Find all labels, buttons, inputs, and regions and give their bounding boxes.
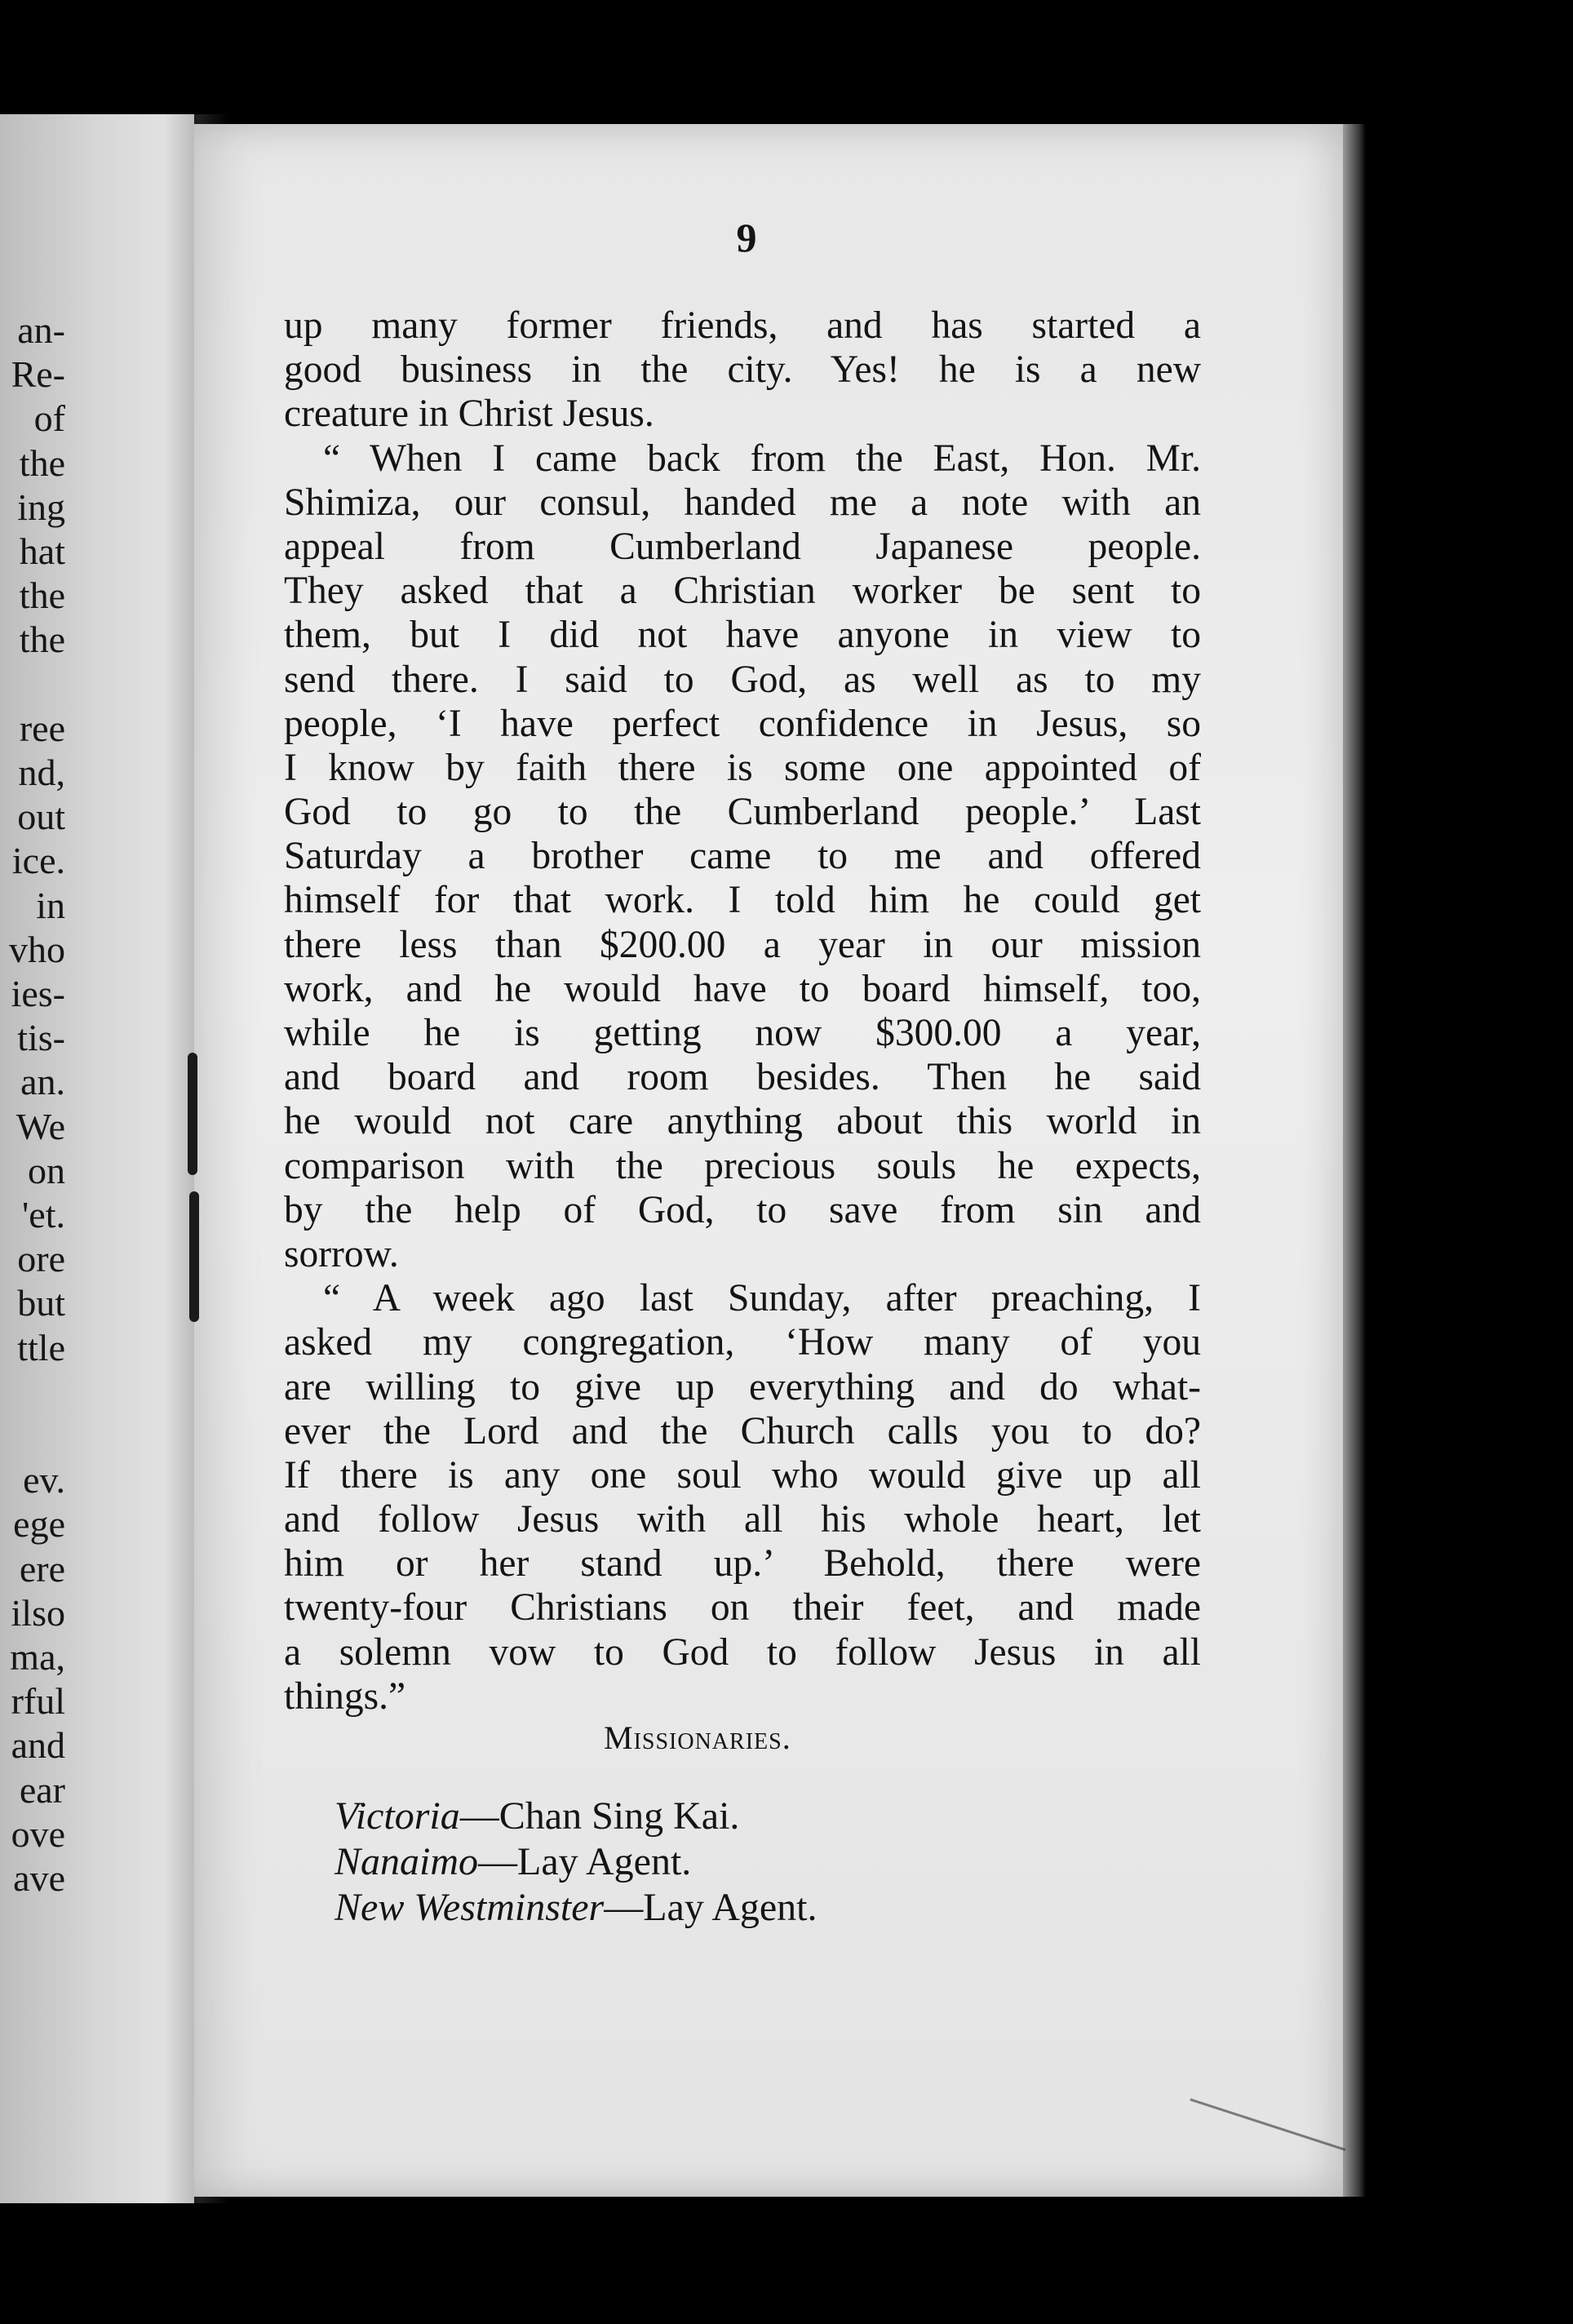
previous-page-fragment: ore: [17, 1238, 65, 1280]
previous-page-fragment: on: [28, 1149, 65, 1191]
text-line: asked my congregation, ‘How many of you: [284, 1321, 1201, 1364]
text-line: “ When I came back from the East, Hon. Mr.: [323, 437, 1201, 480]
text-line: things.”: [284, 1674, 406, 1718]
text-line: creature in Christ Jesus.: [284, 393, 654, 436]
text-line: and follow Jesus with all his whole heart, let: [284, 1498, 1201, 1541]
text-line: him or her stand up.’ Behold, there were: [284, 1542, 1201, 1586]
text-line: are willing to give up everything and do what-: [284, 1365, 1201, 1408]
text-line: up many former friends, and has started a: [284, 304, 1201, 347]
text-line: God to go to the Cumberland people.’ Last: [284, 791, 1201, 834]
previous-page-fragment: tis-: [17, 1017, 65, 1059]
text-line: good business in the city. Yes! he is a new: [284, 348, 1201, 392]
text-line: work, and he would have to board himself, too,: [284, 967, 1201, 1010]
previous-page-fragment: ilso: [11, 1591, 65, 1634]
missionary-entry-nanaimo: [335, 1839, 691, 1884]
previous-page-fragment: ege: [13, 1503, 65, 1546]
previous-page-fragment: an-: [17, 309, 65, 351]
text-line: and board and room besides. Then he said: [284, 1056, 1201, 1099]
text-line: them, but I did not have anyone in view to: [284, 614, 1201, 657]
film-scratch-mark: [189, 1191, 199, 1322]
missionary-place: New Westminster: [335, 1886, 605, 1929]
text-line: sorrow.: [284, 1232, 399, 1275]
previous-page-fragment: the: [19, 619, 65, 661]
previous-page-fragment: rful: [11, 1680, 65, 1723]
text-line: ever the Lord and the Church calls you to do?: [284, 1409, 1201, 1452]
missionaries-heading: Missionaries.: [604, 1719, 791, 1756]
previous-page-fragment: Re-: [11, 353, 65, 396]
previous-page-fragment: ies-: [11, 973, 65, 1014]
previous-page-fragment: ice.: [11, 840, 65, 882]
page-edge-shadow: [1343, 124, 1366, 2197]
text-line: Shimiza, our consul, handed me a note with an: [284, 481, 1201, 524]
previous-page-fragment: We: [16, 1105, 65, 1147]
text-line: people, ‘I have perfect confidence in Jesus, so: [284, 702, 1201, 745]
previous-page-fragment: vho: [9, 928, 65, 970]
previous-page-fragment: ree: [19, 707, 65, 749]
previous-page-fragment: but: [17, 1282, 65, 1324]
text-line: appeal from Cumberland Japanese people.: [284, 525, 1201, 568]
previous-page-fragment: an.: [20, 1061, 65, 1103]
text-line: while he is getting now $300.00 a year,: [284, 1012, 1201, 1054]
text-line: They asked that a Christian worker be sent to: [284, 570, 1201, 613]
missionary-place: Victoria: [335, 1794, 460, 1838]
previous-page-fragment: out: [17, 796, 65, 838]
previous-page-fragment: 'et.: [22, 1194, 65, 1235]
previous-page-fragment: ear: [19, 1768, 65, 1811]
text-line: a solemn vow to God to follow Jesus in all: [284, 1630, 1201, 1674]
previous-page-fragment: ere: [19, 1547, 65, 1590]
missionary-entry-new-westminster: [335, 1885, 818, 1930]
missionary-place: Nanaimo: [335, 1840, 479, 1883]
text-line: by the help of God, to save from sin and: [284, 1188, 1201, 1231]
text-line: he would not care anything about this world in: [284, 1100, 1201, 1143]
text-line: comparison with the precious souls he expects,: [284, 1144, 1201, 1187]
text-line: send there. I said to God, as well as to my: [284, 658, 1201, 701]
body-text: [284, 304, 1201, 1719]
previous-page-fragment: the: [19, 441, 65, 484]
previous-page-fragment: ev.: [23, 1459, 65, 1501]
text-line: Saturday a brother came to me and offered: [284, 835, 1201, 878]
missionary-name: —Chan Sing Kai.: [459, 1794, 740, 1838]
text-line: I know by faith there is some one appointed of: [284, 746, 1201, 789]
previous-page-fragment: ma,: [10, 1636, 65, 1678]
page-number: 9: [736, 215, 757, 260]
previous-page-fragment: ove: [11, 1812, 65, 1855]
previous-page-fragment: of: [33, 397, 65, 440]
text-line: “ A week ago last Sunday, after preaching, I: [323, 1277, 1201, 1320]
text-line: If there is any one soul who would give up all: [284, 1453, 1201, 1497]
previous-page-fragment: ttle: [17, 1326, 65, 1368]
previous-page-fragment: hat: [19, 530, 65, 572]
missionary-entry-victoria: [335, 1794, 739, 1838]
previous-page-fragment: nd,: [18, 752, 65, 793]
text-line: there less than $200.00 a year in our mission: [284, 923, 1201, 966]
previous-page-fragment: the: [19, 574, 65, 617]
text-line: himself for that work. I told him he could get: [284, 879, 1201, 922]
missionary-name: —Lay Agent.: [604, 1886, 818, 1929]
previous-page-fragment: in: [36, 884, 65, 926]
film-scratch-mark: [188, 1053, 197, 1175]
missionary-name: —Lay Agent.: [478, 1840, 692, 1883]
text-line: twenty-four Christians on their feet, and made: [284, 1586, 1201, 1630]
previous-page-fragment: and: [11, 1724, 65, 1767]
previous-page-fragment: ing: [17, 486, 65, 528]
previous-page-fragment: ave: [13, 1857, 65, 1899]
